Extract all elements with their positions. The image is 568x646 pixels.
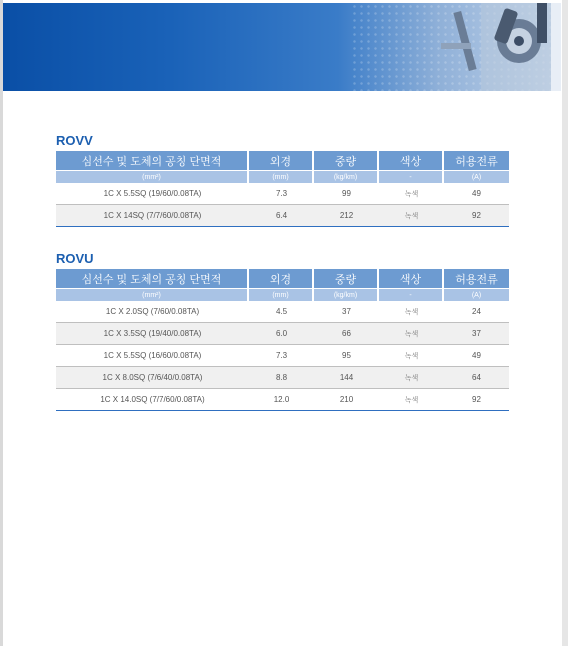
cell-allowable-current: 37	[444, 323, 509, 345]
cell-outer-diameter: 8.8	[249, 367, 314, 389]
cell-spec: 1C X 5.5SQ (19/60/0.08TA)	[56, 183, 249, 205]
header-banner	[3, 3, 561, 91]
cell-allowable-current: 92	[444, 389, 509, 411]
cell-spec: 1C X 3.5SQ (19/40/0.08TA)	[56, 323, 249, 345]
cell-color: 녹색	[379, 389, 444, 411]
cell-spec: 1C X 14.0SQ (7/7/60/0.08TA)	[56, 389, 249, 411]
header-weight: 중량	[314, 151, 379, 170]
cell-color: 녹색	[379, 323, 444, 345]
unit-outer-diameter: (mm)	[249, 288, 314, 301]
cell-allowable-current: 64	[444, 367, 509, 389]
table-header-row	[56, 151, 509, 170]
cell-outer-diameter: 7.3	[249, 345, 314, 367]
unit-weight: (kg/km)	[314, 288, 379, 301]
header-cross-section: 심선수 및 도체의 공칭 단면적	[56, 269, 249, 288]
cell-spec: 1C X 2.0SQ (7/60/0.08TA)	[56, 301, 249, 323]
cell-spec: 1C X 5.5SQ (16/60/0.08TA)	[56, 345, 249, 367]
header-allowable-current: 허용전류	[444, 269, 509, 288]
table-unit-row	[56, 170, 509, 183]
header-color: 색상	[379, 151, 444, 170]
cell-weight: 95	[314, 345, 379, 367]
cell-allowable-current: 49	[444, 345, 509, 367]
cell-allowable-current: 49	[444, 183, 509, 205]
table-row	[56, 389, 509, 411]
table-unit-row	[56, 288, 509, 301]
cell-outer-diameter: 7.3	[249, 183, 314, 205]
cell-weight: 66	[314, 323, 379, 345]
section-title-rovv: ROVV	[56, 133, 93, 148]
cell-outer-diameter: 6.4	[249, 205, 314, 227]
header-weight: 중량	[314, 269, 379, 288]
header-outer-diameter: 외경	[249, 151, 314, 170]
cell-weight: 144	[314, 367, 379, 389]
cell-allowable-current: 24	[444, 301, 509, 323]
table-row	[56, 367, 509, 389]
unit-cross-section: (mm²)	[56, 288, 249, 301]
robot-arm-image	[361, 3, 561, 91]
header-cross-section: 심선수 및 도체의 공칭 단면적	[56, 151, 249, 170]
unit-color: -	[379, 170, 444, 183]
unit-weight: (kg/km)	[314, 170, 379, 183]
cell-color: 녹색	[379, 367, 444, 389]
table-row	[56, 301, 509, 323]
page-shadow	[562, 0, 568, 646]
cell-color: 녹색	[379, 205, 444, 227]
table-row	[56, 345, 509, 367]
unit-cross-section: (mm²)	[56, 170, 249, 183]
table-row	[56, 183, 509, 205]
table-row	[56, 323, 509, 345]
spec-table-rovv	[56, 151, 509, 227]
unit-allowable-current: (A)	[444, 170, 509, 183]
header-outer-diameter: 외경	[249, 269, 314, 288]
cell-spec: 1C X 8.0SQ (7/6/40/0.08TA)	[56, 367, 249, 389]
cell-outer-diameter: 6.0	[249, 323, 314, 345]
section-title-rovu: ROVU	[56, 251, 94, 266]
header-color: 색상	[379, 269, 444, 288]
page-border	[0, 0, 3, 646]
unit-outer-diameter: (mm)	[249, 170, 314, 183]
cell-outer-diameter: 12.0	[249, 389, 314, 411]
cell-allowable-current: 92	[444, 205, 509, 227]
cell-color: 녹색	[379, 345, 444, 367]
cell-weight: 99	[314, 183, 379, 205]
table-header-row	[56, 269, 509, 288]
cell-color: 녹색	[379, 301, 444, 323]
table-row	[56, 205, 509, 227]
cell-color: 녹색	[379, 183, 444, 205]
cell-spec: 1C X 14SQ (7/7/60/0.08TA)	[56, 205, 249, 227]
cell-weight: 210	[314, 389, 379, 411]
unit-color: -	[379, 288, 444, 301]
cell-weight: 212	[314, 205, 379, 227]
cell-outer-diameter: 4.5	[249, 301, 314, 323]
header-allowable-current: 허용전류	[444, 151, 509, 170]
cell-weight: 37	[314, 301, 379, 323]
unit-allowable-current: (A)	[444, 288, 509, 301]
spec-table-rovu	[56, 269, 509, 411]
